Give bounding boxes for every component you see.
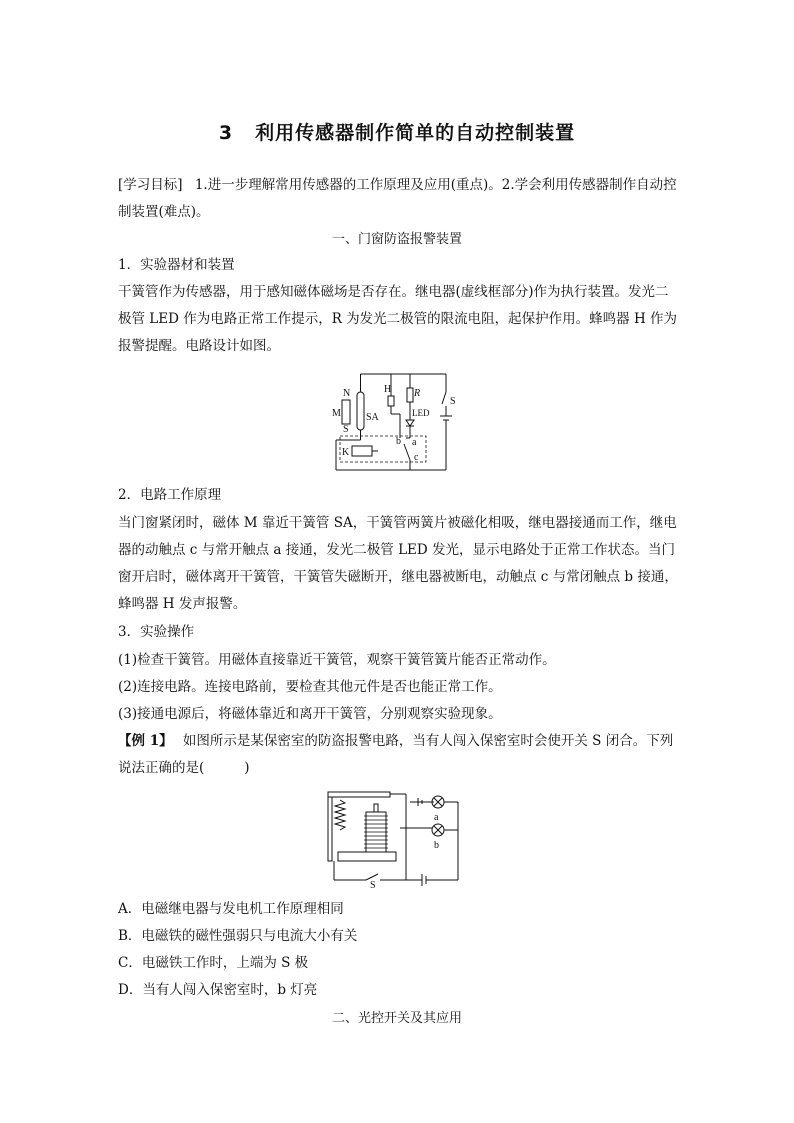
label-sa: SA bbox=[366, 412, 379, 423]
sub1-heading: 1．实验器材和装置 bbox=[118, 257, 235, 273]
section1-heading: 一、门窗防盗报警装置 bbox=[331, 232, 462, 247]
lamp-a-label: a bbox=[434, 812, 439, 823]
label-h: H bbox=[384, 384, 392, 395]
example-line-2 bbox=[118, 755, 250, 782]
label-a: a bbox=[412, 437, 417, 448]
objectives-tag: [学习目标] bbox=[118, 177, 183, 193]
label-magnet-s: S bbox=[343, 424, 349, 435]
label-led: LED bbox=[412, 408, 430, 418]
sub1-text: 干簧管作为传感器，用于感知磁体磁场是否存在。继电器(虚线框部分)作为执行装置。发光二极管 LED 作为电路正常工作提示，R 为发光二极管的限流电阻，起保护作用。蜂鸣器 H 作为报警提醒。电路设计如图。 bbox=[118, 284, 678, 354]
objectives-text: 1.进一步理解常用传感器的工作原理及应用(重点)。2.学会利用传感器制作自动控制装置(难点)。 bbox=[118, 177, 677, 220]
lamp-b-label: b bbox=[434, 840, 439, 851]
alarm-circuit-figure bbox=[328, 364, 468, 476]
title-number: 3 bbox=[218, 122, 234, 144]
example-text-2-end: ) bbox=[244, 760, 250, 776]
label-switch-s: S bbox=[450, 396, 456, 407]
example-line-1 bbox=[118, 728, 673, 755]
title-text: 利用传感器制作简单的自动控制装置 bbox=[255, 122, 576, 144]
option-d: D．当有人闯入保密室时，b 灯亮 bbox=[118, 982, 318, 998]
option-a: A．电磁继电器与发电机工作原理相同 bbox=[118, 901, 344, 917]
label-k: K bbox=[342, 447, 350, 458]
page-title bbox=[0, 118, 794, 145]
label-b: b bbox=[396, 436, 401, 447]
sub2-text: 当门窗紧闭时，磁体 M 靠近干簧管 SA，干簧管两簧片被磁化相吸，继电器接通而工作，继电器的动触点 c 与常开触点 a 接通，发光二极管 LED 发光，显示电路处于正常工作状态。当门窗开启时，磁体离开干簧管，干簧管失磁断开，继电器被断电，动触点 c 与常闭触点 b 接通，蜂鸣器 H 发声报警。 bbox=[118, 515, 678, 612]
label-c: c bbox=[414, 452, 419, 463]
step-3: (3)接通电源后，将磁体靠近和离开干簧管，分别观察实验现象。 bbox=[118, 706, 502, 722]
step-2: (2)连接电路。连接电路前，要检查其他元件是否也能正常工作。 bbox=[118, 679, 502, 695]
example-text-2: 说法正确的是( bbox=[118, 760, 205, 776]
switch-s-label: S bbox=[370, 880, 376, 890]
option-c: C．电磁铁工作时，上端为 S 极 bbox=[118, 955, 309, 971]
sub2-heading: 2．电路工作原理 bbox=[118, 487, 222, 503]
section2-heading: 二、光控开关及其应用 bbox=[331, 1011, 462, 1026]
label-n: N bbox=[343, 388, 351, 399]
learning-objectives bbox=[118, 172, 678, 226]
label-r: R bbox=[414, 388, 421, 399]
example-tag: 【例 1】 bbox=[118, 733, 173, 749]
label-m: M bbox=[332, 408, 341, 419]
option-b: B．电磁铁的磁性强弱只与电流大小有关 bbox=[118, 928, 358, 944]
step-1: (1)检查干簧管。用磁体直接靠近干簧管，观察干簧管簧片能否正常动作。 bbox=[118, 652, 556, 668]
security-relay-figure bbox=[324, 788, 466, 890]
sub3-heading: 3．实验操作 bbox=[118, 624, 195, 640]
example-text-1: 如图所示是某保密室的防盗报警电路，当有人闯入保密室时会使开关 S 闭合。下列 bbox=[182, 733, 674, 749]
